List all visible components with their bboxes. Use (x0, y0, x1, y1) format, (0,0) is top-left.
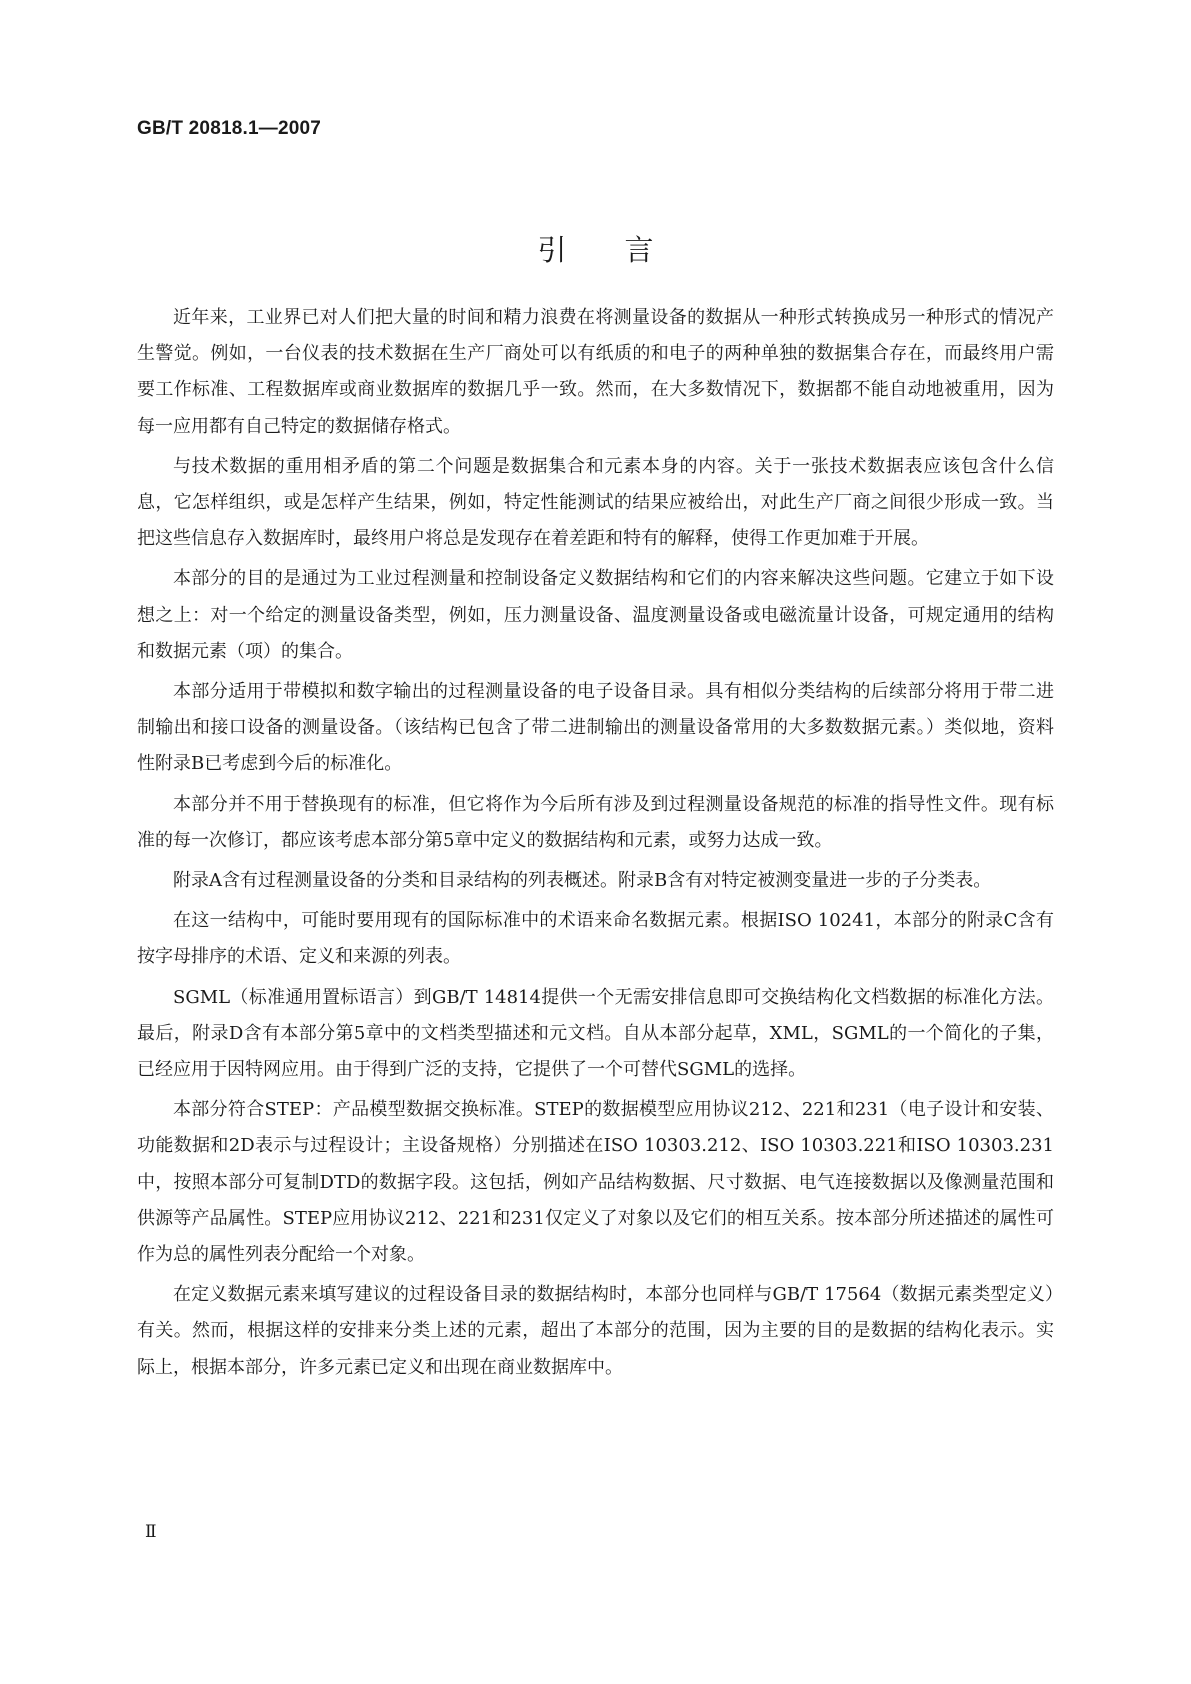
standard-code: GB/T 20818.1—2007 (137, 118, 322, 139)
paragraph-5: 本部分并不用于替换现有的标准，但它将作为今后所有涉及到过程测量设备规范的标准的指导性文件。现有标准的每一次修订，都应该考虑本部分第5章中定义的数据结构和元素，或努力达成一致。 (137, 793, 1054, 851)
introduction-body (137, 300, 1054, 1390)
paragraph-6: 附录A含有过程测量设备的分类和目录结构的列表概述。附录B含有对特定被测变量进一步的子分类表。 (173, 870, 992, 892)
paragraph-7: 在这一结构中，可能时要用现有的国际标准中的术语来命名数据元素。根据ISO 10241，本部分的附录C含有按字母排序的术语、定义和来源的列表。 (137, 910, 1054, 968)
paragraph-1: 近年来，工业界已对人们把大量的时间和精力浪费在将测量设备的数据从一种形式转换成另一种形式的情况产生警觉。例如，一台仪表的技术数据在生产厂商处可以有纸质的和电子的两种单独的数据集合存在，而最终用户需要工作标准、工程数据库或商业数据库的数据几乎一致。然而，在大多数情况下，数据都不能自动地被重用，因为每一应用都有自己特定的数据储存格式。 (137, 307, 1054, 437)
page-number: Ⅱ (145, 1522, 157, 1542)
paragraph-3: 本部分的目的是通过为工业过程测量和控制设备定义数据结构和它们的内容来解决这些问题。它建立于如下设想之上：对一个给定的测量设备类型，例如，压力测量设备、温度测量设备或电磁流量计设备，可规定通用的结构和数据元素（项）的集合。 (137, 568, 1054, 662)
paragraph-10: 在定义数据元素来填写建议的过程设备目录的数据结构时，本部分也同样与GB/T 17564（数据元素类型定义）有关。然而，根据这样的安排来分类上述的元素，超出了本部分的范围，因为主要的目的是数据的结构化表示。实际上，根据本部分，许多元素已定义和出现在商业数据库中。 (137, 1284, 1054, 1378)
paragraph-4: 本部分适用于带模拟和数字输出的过程测量设备的电子设备目录。具有相似分类结构的后续部分将用于带二进制输出和接口设备的测量设备。（该结构已包含了带二进制输出的测量设备常用的大多数数据元素。）类似地，资料性附录B已考虑到今后的标准化。 (137, 681, 1054, 775)
paragraph-8: SGML（标准通用置标语言）到GB/T 14814提供一个无需安排信息即可交换结构化文档数据的标准化方法。最后，附录D含有本部分第5章中的文档类型描述和元文档。自从本部分起草，XML，SGML的一个简化的子集，已经应用于因特网应用。由于得到广泛的支持，它提供了一个可替代SGML的选择。 (137, 986, 1054, 1081)
page-title: 引言 (537, 233, 712, 267)
paragraph-9: 本部分符合STEP：产品模型数据交换标准。STEP的数据模型应用协议212、221和231（电子设计和安装、功能数据和2D表示与过程设计；主设备规格）分别描述在ISO 10303.212、ISO 10303.221和ISO 10303.231中，按照本部分可复制DTD的数据字段。这包括，例如产品结构数据、尺寸数据、电气连接数据以及像测量范围和供源等产品属性。STEP应用协议212、221和231仅定义了对象以及它们的相互关系。按本部分所述描述的属性可作为总的属性列表分配给一个对象。 (137, 1099, 1054, 1266)
paragraph-2: 与技术数据的重用相矛盾的第二个问题是数据集合和元素本身的内容。关于一张技术数据表应该包含什么信息，它怎样组织，或是怎样产生结果，例如，特定性能测试的结果应被给出，对此生产厂商之间很少形成一致。当把这些信息存入数据库时，最终用户将总是发现存在着差距和特有的解释，使得工作更加难于开展。 (137, 455, 1054, 550)
